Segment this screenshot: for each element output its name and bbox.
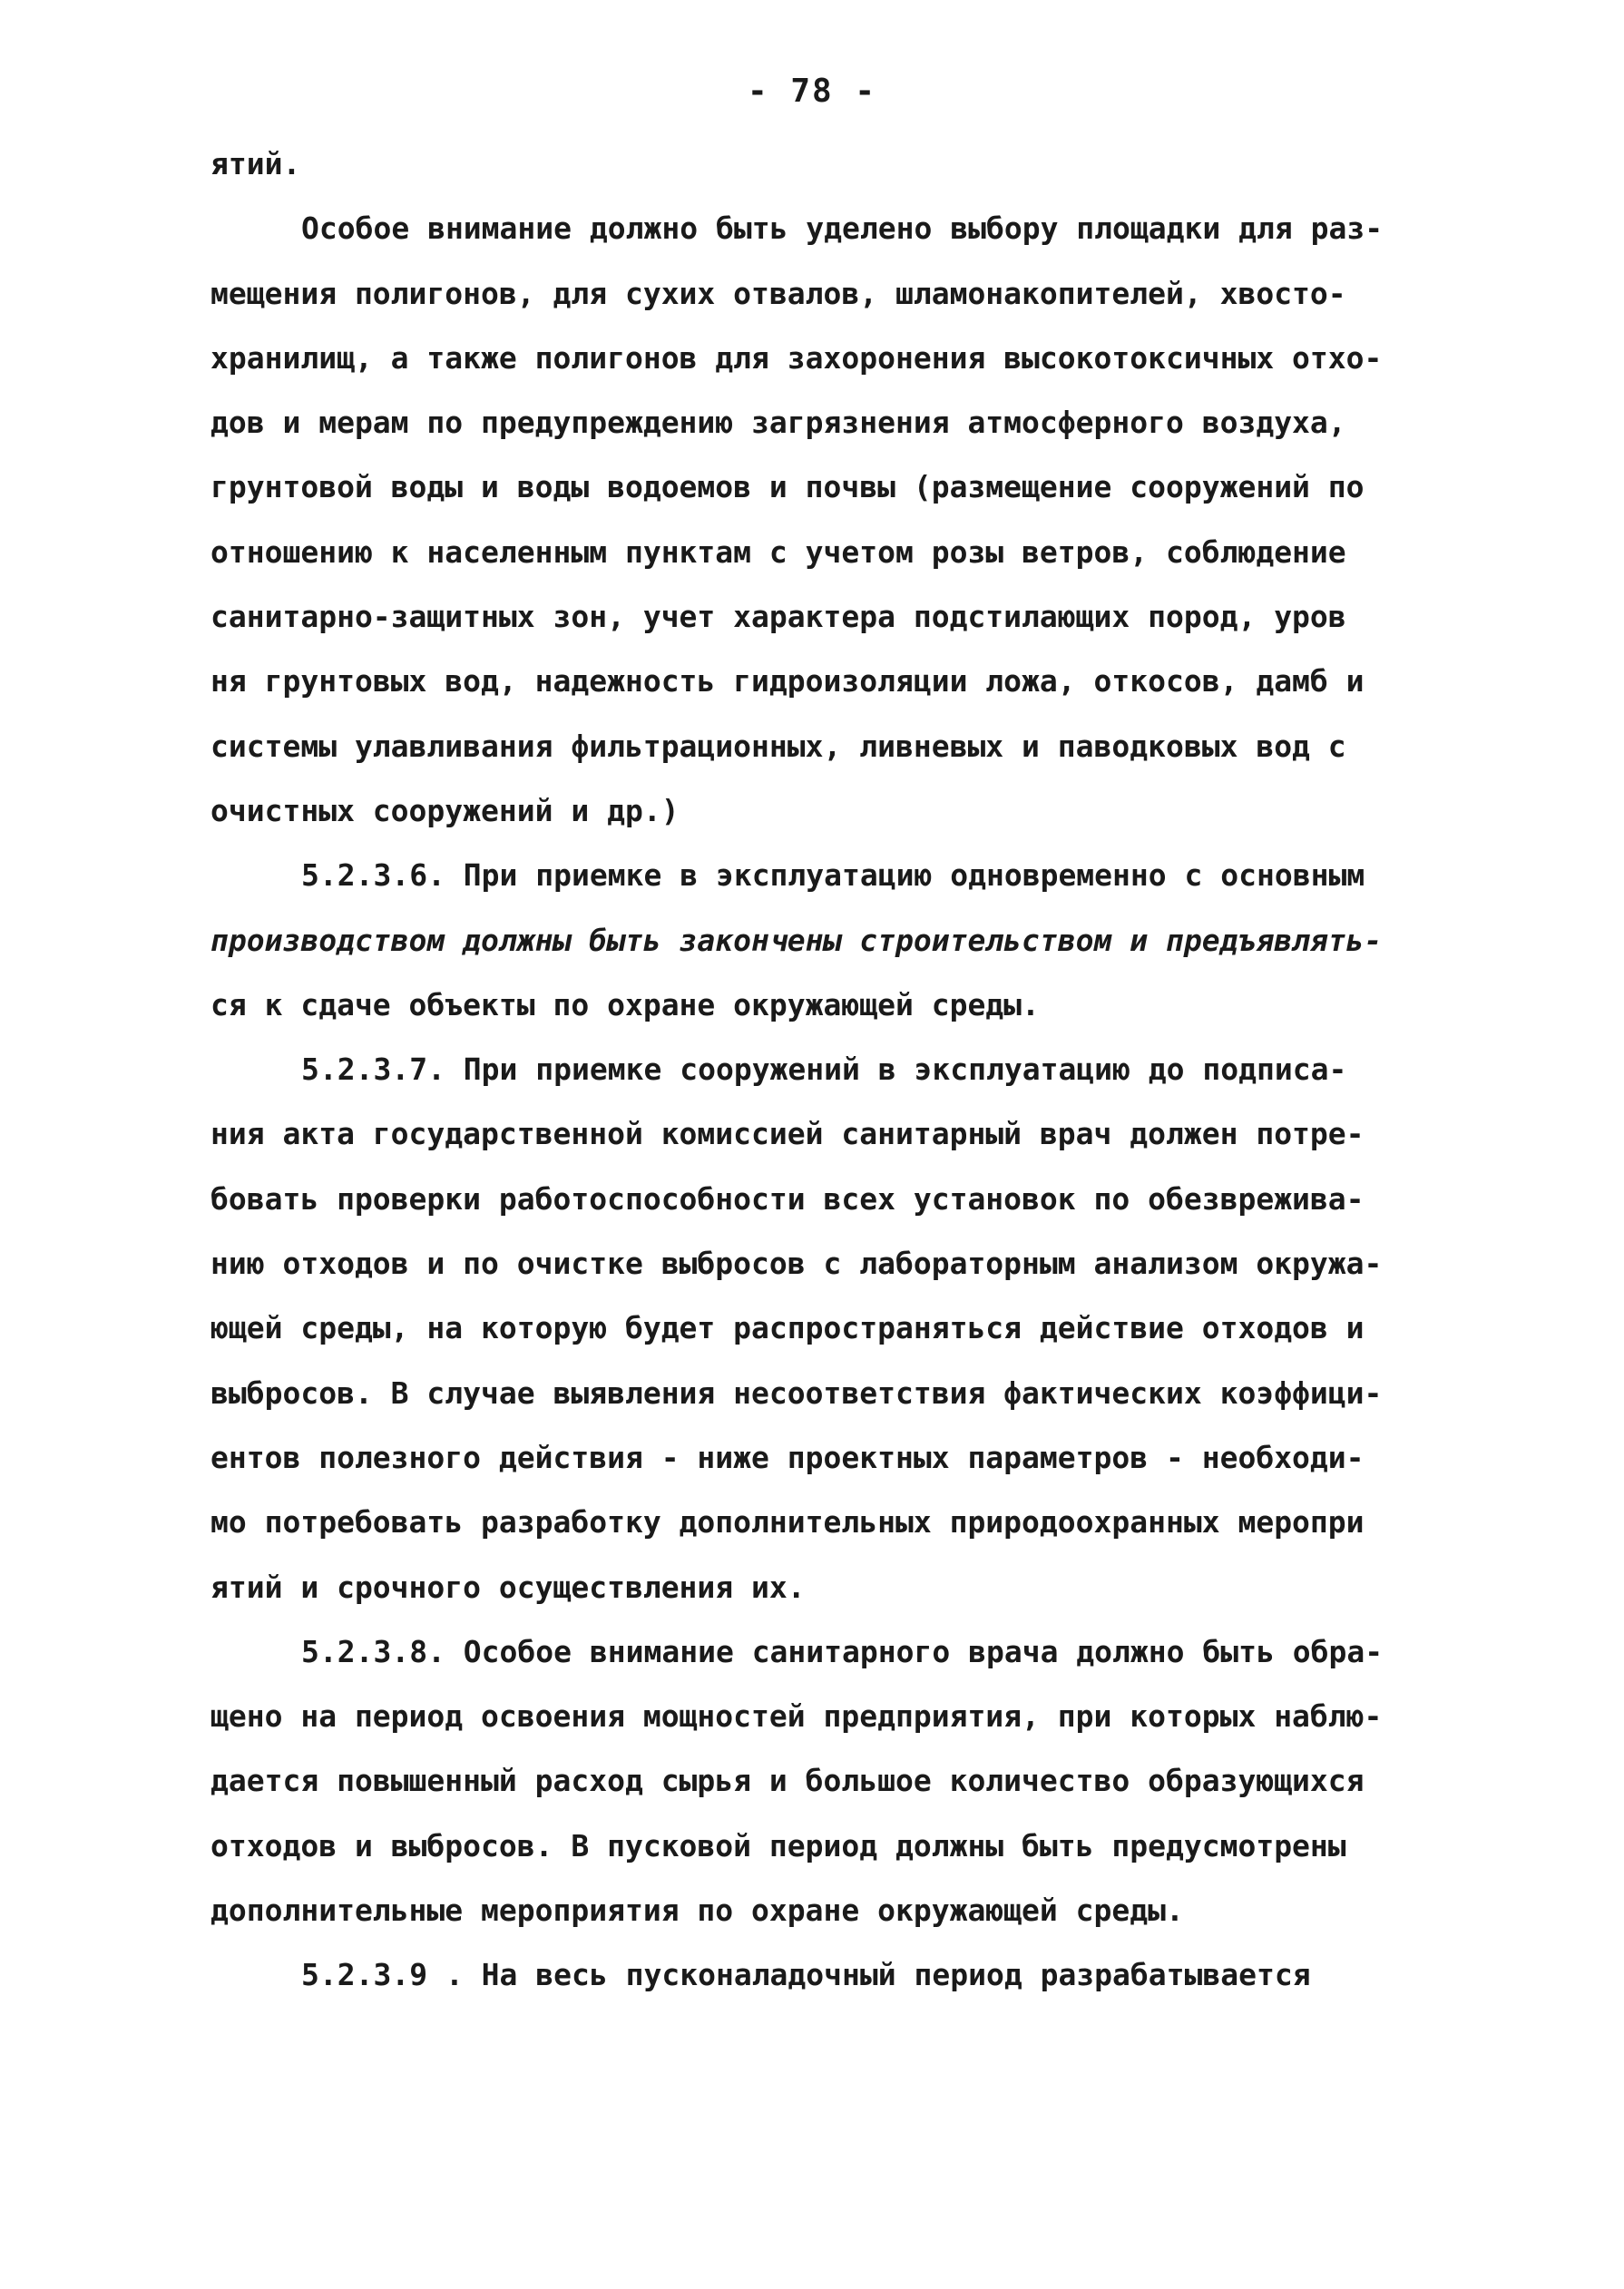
text-line: ющей среды, на которую будет распространяться действие отходов и xyxy=(210,1310,1365,1346)
text-line: отношению к населенным пунктам с учетом розы ветров, соблюдение xyxy=(210,533,1346,570)
paragraph-first-line: Особое внимание должно быть уделено выбору площадки для раз- xyxy=(301,210,1384,247)
body-text xyxy=(210,132,1481,2008)
text-line: отходов и выбросов. В пусковой период должны быть предусмотрены xyxy=(210,1827,1346,1863)
text-line: ентов полезного действия - ниже проектных параметров - необходи- xyxy=(210,1439,1365,1475)
text-line: дается повышенный расход сырья и большое количество образующихся xyxy=(210,1763,1365,1799)
clause-5-2-3-7: 5.2.3.7. При приемке сооружений в эксплуатацию до подписа- xyxy=(301,1052,1347,1088)
text-line: ня грунтовых вод, надежность гидроизоляции ложа, откосов, дамб и xyxy=(210,663,1365,699)
text-line: ятий. xyxy=(210,146,301,181)
text-line: ния акта государственной комиссией санитарный врач должен потре- xyxy=(210,1116,1365,1152)
page-number: - 78 - xyxy=(747,73,877,110)
text-line: нию отходов и по очистке выбросов с лабораторным анализом окружа- xyxy=(210,1246,1383,1282)
clause-5-2-3-8: 5.2.3.8. Особое внимание санитарного врача должно быть обра- xyxy=(301,1633,1384,1669)
text-line: мещения полигонов, для сухих отвалов, шламонакопителей, хвосто- xyxy=(210,275,1346,311)
text-line: выбросов. В случае выявления несоответствия фактических коэффици- xyxy=(210,1374,1383,1411)
text-line: ся к сдаче объекты по охране окружающей среды. xyxy=(210,986,1040,1022)
text-line: бовать проверки работоспособности всех установок по обезврежива- xyxy=(210,1180,1365,1217)
clause-5-2-3-9: 5.2.3.9 . На весь пусконаладочный период разрабатывается xyxy=(301,1957,1311,1993)
text-line: дополнительные мероприятия по охране окружающей среды. xyxy=(210,1893,1184,1929)
text-line: дов и мерам по предупреждению загрязнения атмосферного воздуха, xyxy=(210,405,1346,441)
text-line: ятий и срочного осуществления их. xyxy=(210,1569,806,1605)
text-line: хранилищ, а также полигонов для захоронения высокотоксичных отхо- xyxy=(210,339,1383,376)
text-line: системы улавливания фильтрационных, ливневых и паводковых вод с xyxy=(210,728,1346,764)
text-line: производством должны быть закончены строительством и предъявлять- xyxy=(210,922,1383,958)
text-line: санитарно-защитных зон, учет характера подстилающих пород, уров xyxy=(210,599,1346,635)
text-line: очистных сооружений и др.) xyxy=(210,792,680,828)
text-line: щено на период освоения мощностей предприятия, при которых наблю- xyxy=(210,1698,1383,1735)
text-line: мо потребовать разработку дополнительных природоохранных меропри xyxy=(210,1504,1365,1541)
text-line: грунтовой воды и воды водоемов и почвы (размещение сооружений по xyxy=(210,469,1365,505)
clause-5-2-3-6: 5.2.3.6. При приемке в эксплуатацию одновременно с основным xyxy=(301,857,1365,894)
